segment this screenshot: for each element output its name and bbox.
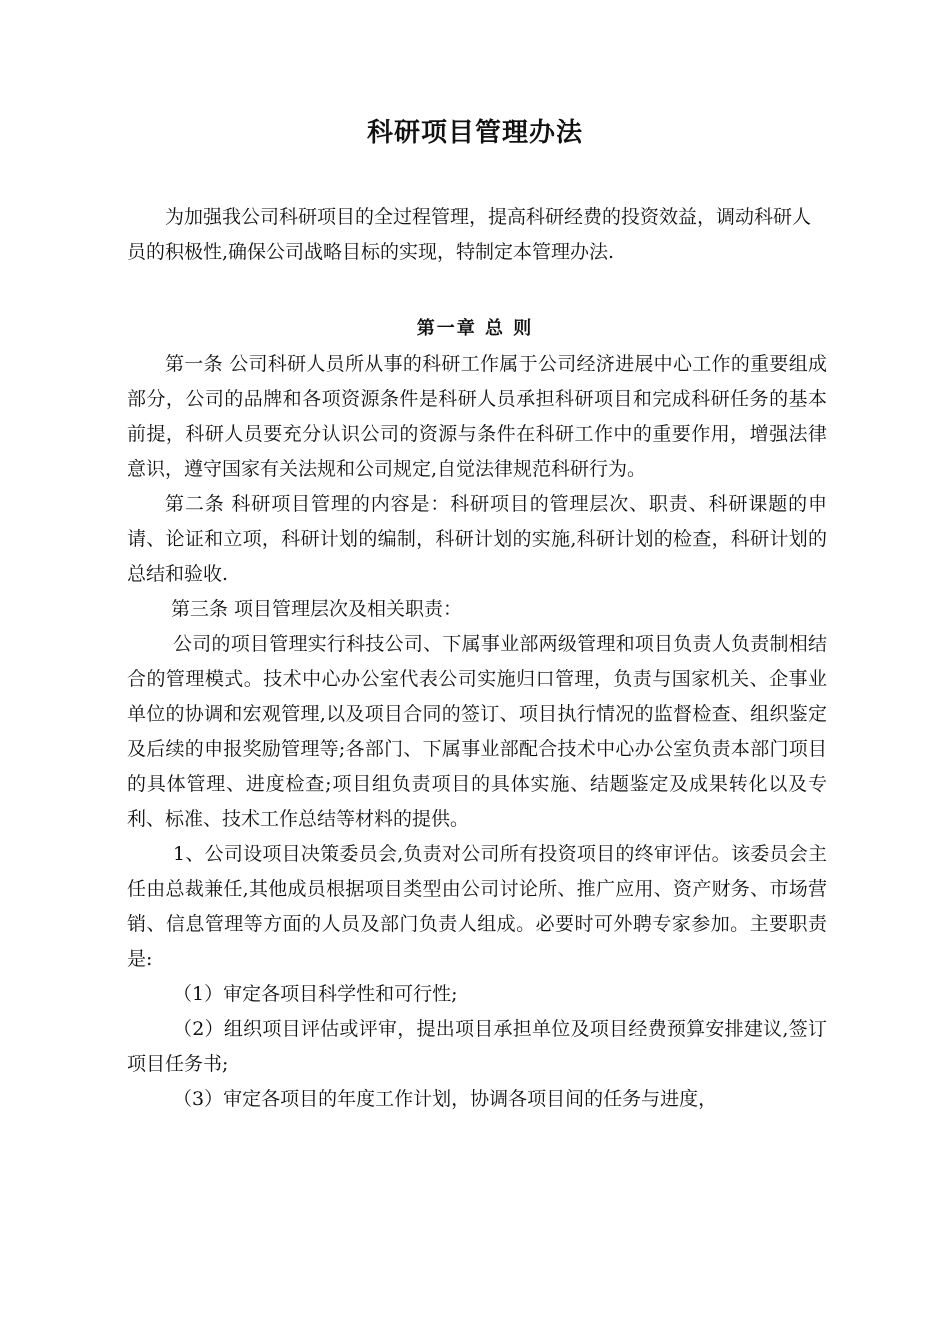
article-3-body: 公司的项目管理实行科技公司、下属事业部两级管理和项目负责人负责制相结合的管理模式。技术中心办公室代表公司实施归口管理，负责与国家机关、企事业单位的协调和宏观管理,以及项目合同的签订、项目执行情况的监督检查、组织鉴定及后续的申报奖励管理等;各部门、下属事业部配合技术中心办公室负责本部门项目的具体管理、进度检查;项目组负责项目的具体实施、结题鉴定及成果转化以及专利、标准、技术工作总结等材料的提供。 <box>127 633 827 830</box>
article-2: 第二条 科研项目管理的内容是：科研项目的管理层次、职责、科研课题的申请、论证和立项，科研计划的编制，科研计划的实施,科研计划的检查，科研计划的总结和验收. <box>127 493 827 585</box>
chapter-body <box>127 347 827 1117</box>
article-3: 第三条 项目管理层次及相关职责： <box>171 598 463 620</box>
subitem-2: （2）组织项目评估或评审，提出项目承担单位及项目经费预算安排建议,签订项目任务书; <box>127 1018 827 1075</box>
document-title: 科研项目管理办法 <box>366 118 583 148</box>
article-1: 第一条 公司科研人员所从事的科研工作属于公司经济进展中心工作的重要组成部分，公司的品牌和各项资源条件是科研人员承担科研项目和完成科研任务的基本前提，科研人员要充分认识公司的资源与条件在科研工作中的重要作用，增强法律意识，遵守国家有关法规和公司规定,自觉法律规范科研行为。 <box>127 353 827 480</box>
intro-paragraph: 为加强我公司科研项目的全过程管理，提高科研经费的投资效益，调动科研人员的积极性,确保公司战略目标的实现，特制定本管理办法. <box>127 206 812 263</box>
subitem-3: （3）审定各项目的年度工作计划，协调各项目间的任务与进度， <box>173 1088 718 1110</box>
item-1: 1、公司设项目决策委员会,负责对公司所有投资项目的终审评估。该委员会主任由总裁兼任,其他成员根据项目类型由公司讨论所、推广应用、资产财务、市场营销、信息管理等方面的人员及部门负责人组成。必要时可外聘专家参加。主要职责是: <box>127 843 827 970</box>
subitem-1: （1）审定各项目科学性和可行性; <box>173 983 458 1005</box>
chapter-title: 第一章 总 则 <box>416 318 534 339</box>
